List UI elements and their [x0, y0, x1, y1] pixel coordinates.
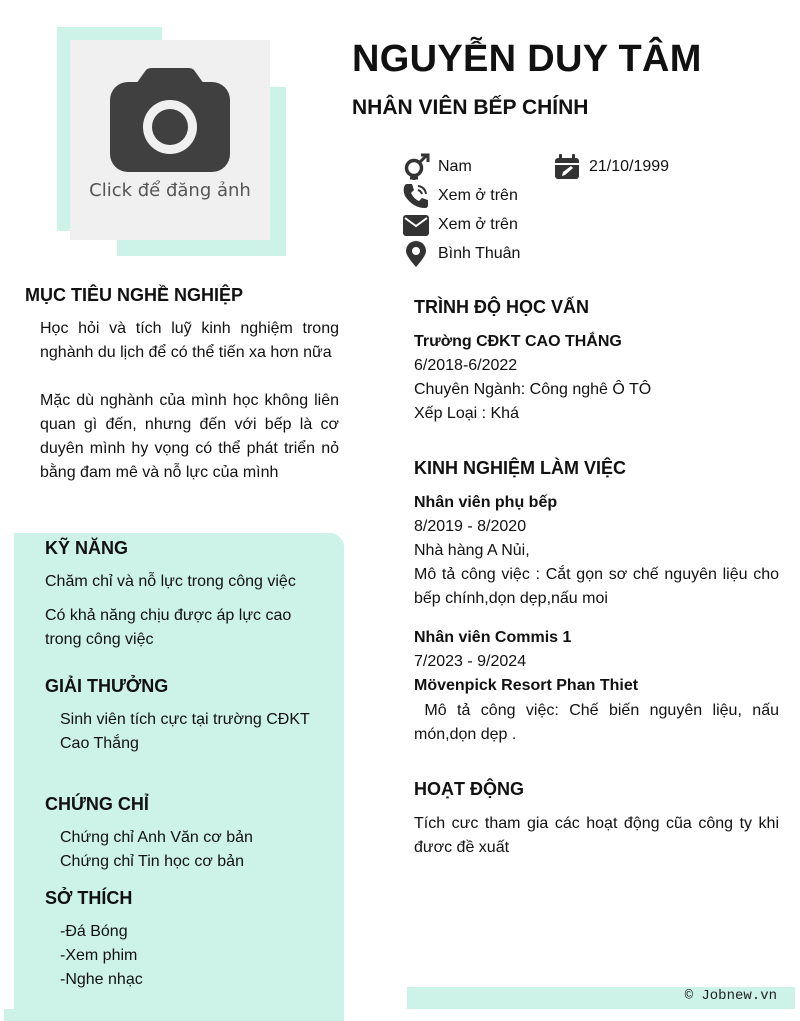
info-address [402, 240, 520, 268]
education-heading: TRÌNH ĐỘ HỌC VẤN [414, 297, 589, 317]
footer-credit: © Jobnew.vn [684, 988, 777, 1004]
education-period: 6/2018-6/2022 [414, 357, 518, 374]
education-grade: Xếp Loại : Khá [414, 405, 519, 422]
photo-upload[interactable] [70, 40, 270, 240]
job-position: Nhân viên phụ bếp [414, 494, 558, 511]
job-period: 8/2019 - 8/2020 [414, 518, 527, 535]
objective-text-2: Mặc dù nghành của mình học không liên quan gì đến, nhưng đến với bếp là cơ duyên mình hy vọng có thể phát triển nỏ bằng đam mê và nỗ lực của mình [40, 392, 339, 481]
phone-icon [402, 182, 430, 210]
objective-text-1: Học hỏi và tích luỹ kinh nghiệm trong nghành du lịch để có thể tiến xa hơn nữa [40, 320, 339, 361]
certificates-heading: CHỨNG CHỈ [45, 794, 149, 814]
activities-heading: HOẠT ĐỘNG [414, 779, 524, 799]
birthday-value: 21/10/1999 [589, 158, 670, 175]
education-school: Trường CĐKT CAO THẮNG [414, 333, 622, 350]
skill-item: Có khả năng chịu được áp lực cao trong công việc [45, 607, 292, 648]
gender-value: Nam [438, 158, 472, 175]
skills-heading: KỸ NĂNG [45, 538, 129, 558]
location-pin-icon [402, 240, 430, 268]
footer-bar [407, 987, 795, 1009]
objective-heading: MỤC TIÊU NGHỀ NGHIỆP [25, 285, 244, 305]
awards-heading: GIẢI THƯỞNG [45, 676, 169, 696]
email-value: Xem ở trên [438, 216, 518, 233]
award-item: Sinh viên tích cực tại trường CĐKT Cao Thắng [60, 711, 310, 752]
activities-text: Tích cưc tham gia các hoạt động cũa công ty khi đươc đề xuất [414, 815, 779, 856]
calendar-icon [553, 153, 581, 181]
certificate-item: Chứng chỉ Tin học cơ bản [60, 853, 244, 870]
hobby-item: -Đá Bóng [60, 923, 128, 940]
experience-heading: KINH NGHIỆM LÀM VIỆC [414, 458, 627, 478]
info-gender [402, 153, 472, 181]
education-major: Chuyên Ngành: Công nghê Ô TÔ [414, 381, 652, 398]
job-period: 7/2023 - 9/2024 [414, 653, 527, 670]
phone-value: Xem ở trên [438, 187, 518, 204]
job-company: Nhà hàng A Nủi, [414, 542, 530, 559]
skill-item: Chăm chỉ và nỗ lực trong công việc [45, 573, 296, 590]
address-value: Bình Thuân [438, 245, 521, 262]
hobby-item: -Nghe nhạc [60, 971, 143, 988]
job-position: Nhân viên Commis 1 [414, 629, 572, 646]
candidate-title: NHÂN VIÊN BẾP CHÍNH [352, 96, 589, 119]
gender-icon [402, 153, 430, 181]
info-phone [402, 182, 518, 210]
hobbies-heading: SỞ THÍCH [45, 888, 133, 908]
photo-upload-label: Click để đăng ảnh [89, 180, 251, 201]
panel-strip [4, 1009, 18, 1021]
info-email [402, 211, 518, 239]
camera-icon [110, 68, 230, 172]
job-description: Mô tả công việc: Chế biến nguyên liệu, nấu món,dọn dẹp . [414, 702, 784, 743]
job-company: Mövenpick Resort Phan Thiet [414, 677, 639, 694]
job-description: Mô tả công việc : Cắt gọn sơ chế nguyên liệu cho bếp chính,dọn dẹp,nấu moi [414, 566, 779, 607]
info-birthday [553, 153, 669, 181]
envelope-icon [402, 211, 430, 239]
candidate-name: NGUYỄN DUY TÂM [352, 38, 702, 80]
certificate-item: Chứng chỉ Anh Văn cơ bản [60, 829, 253, 846]
hobby-item: -Xem phim [60, 947, 138, 964]
